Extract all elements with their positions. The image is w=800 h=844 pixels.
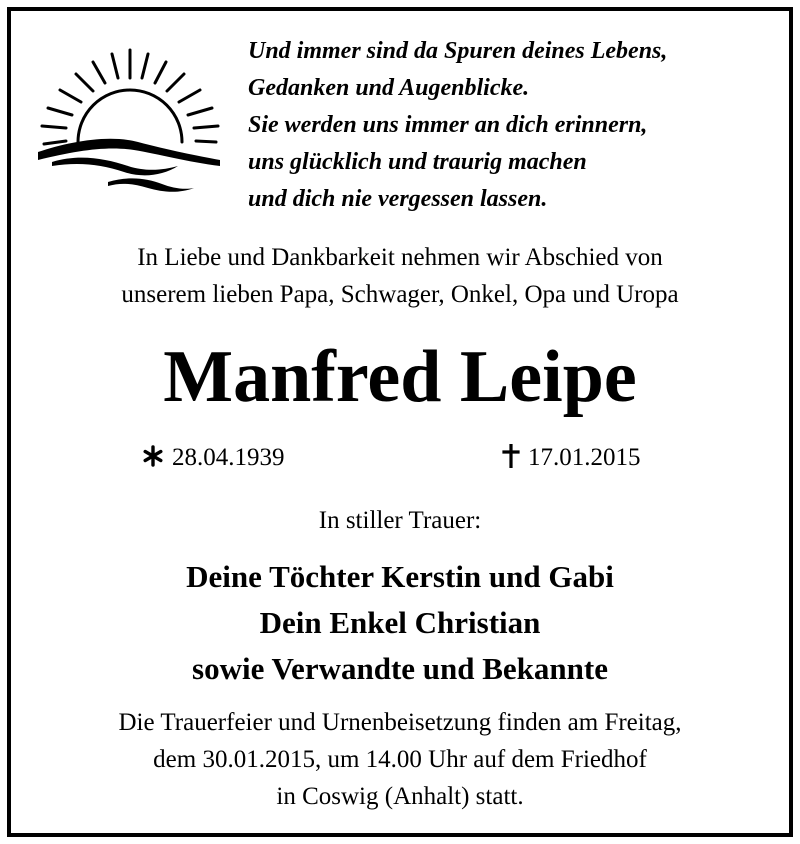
birth-date-value: 28.04.1939 <box>172 444 285 471</box>
poem-line: Sie werden uns immer an dich erinnern, <box>248 112 648 138</box>
mourner-line: Dein Enkel Christian <box>259 605 541 640</box>
intro-line: In Liebe und Dankbarkeit nehmen wir Abschied von <box>137 244 663 271</box>
cross-death-icon <box>502 444 520 468</box>
service-line: dem 30.01.2015, um 14.00 Uhr auf dem Friedhof <box>153 746 647 773</box>
poem-line: Und immer sind da Spuren deines Lebens, <box>248 38 668 64</box>
sunset-over-hills-icon <box>38 42 224 194</box>
death-date-value: 17.01.2015 <box>528 444 641 471</box>
birth-date <box>142 441 285 475</box>
mourning-label: In stiller Trauer: <box>318 507 482 534</box>
asterisk-birth-icon <box>142 445 164 467</box>
service-line: Die Trauerfeier und Urnenbeisetzung finden am Freitag, <box>118 709 682 736</box>
mourner-line: sowie Verwandte und Bekannte <box>192 651 608 686</box>
memorial-poem <box>248 33 788 218</box>
service-line: in Coswig (Anhalt) statt. <box>276 783 524 810</box>
mourner-line: Deine Töchter Kerstin und Gabi <box>186 559 614 594</box>
intro-line: unserem lieben Papa, Schwager, Onkel, Opa und Uropa <box>121 281 679 308</box>
funeral-service-info <box>0 704 800 815</box>
deceased-name: Manfred Leipe <box>163 336 637 418</box>
mourners-list <box>0 554 800 692</box>
death-date <box>502 441 641 475</box>
poem-line: uns glücklich und traurig machen <box>248 149 587 175</box>
farewell-intro <box>0 239 800 313</box>
poem-line: und dich nie vergessen lassen. <box>248 186 548 212</box>
poem-line: Gedanken und Augenblicke. <box>248 75 530 101</box>
